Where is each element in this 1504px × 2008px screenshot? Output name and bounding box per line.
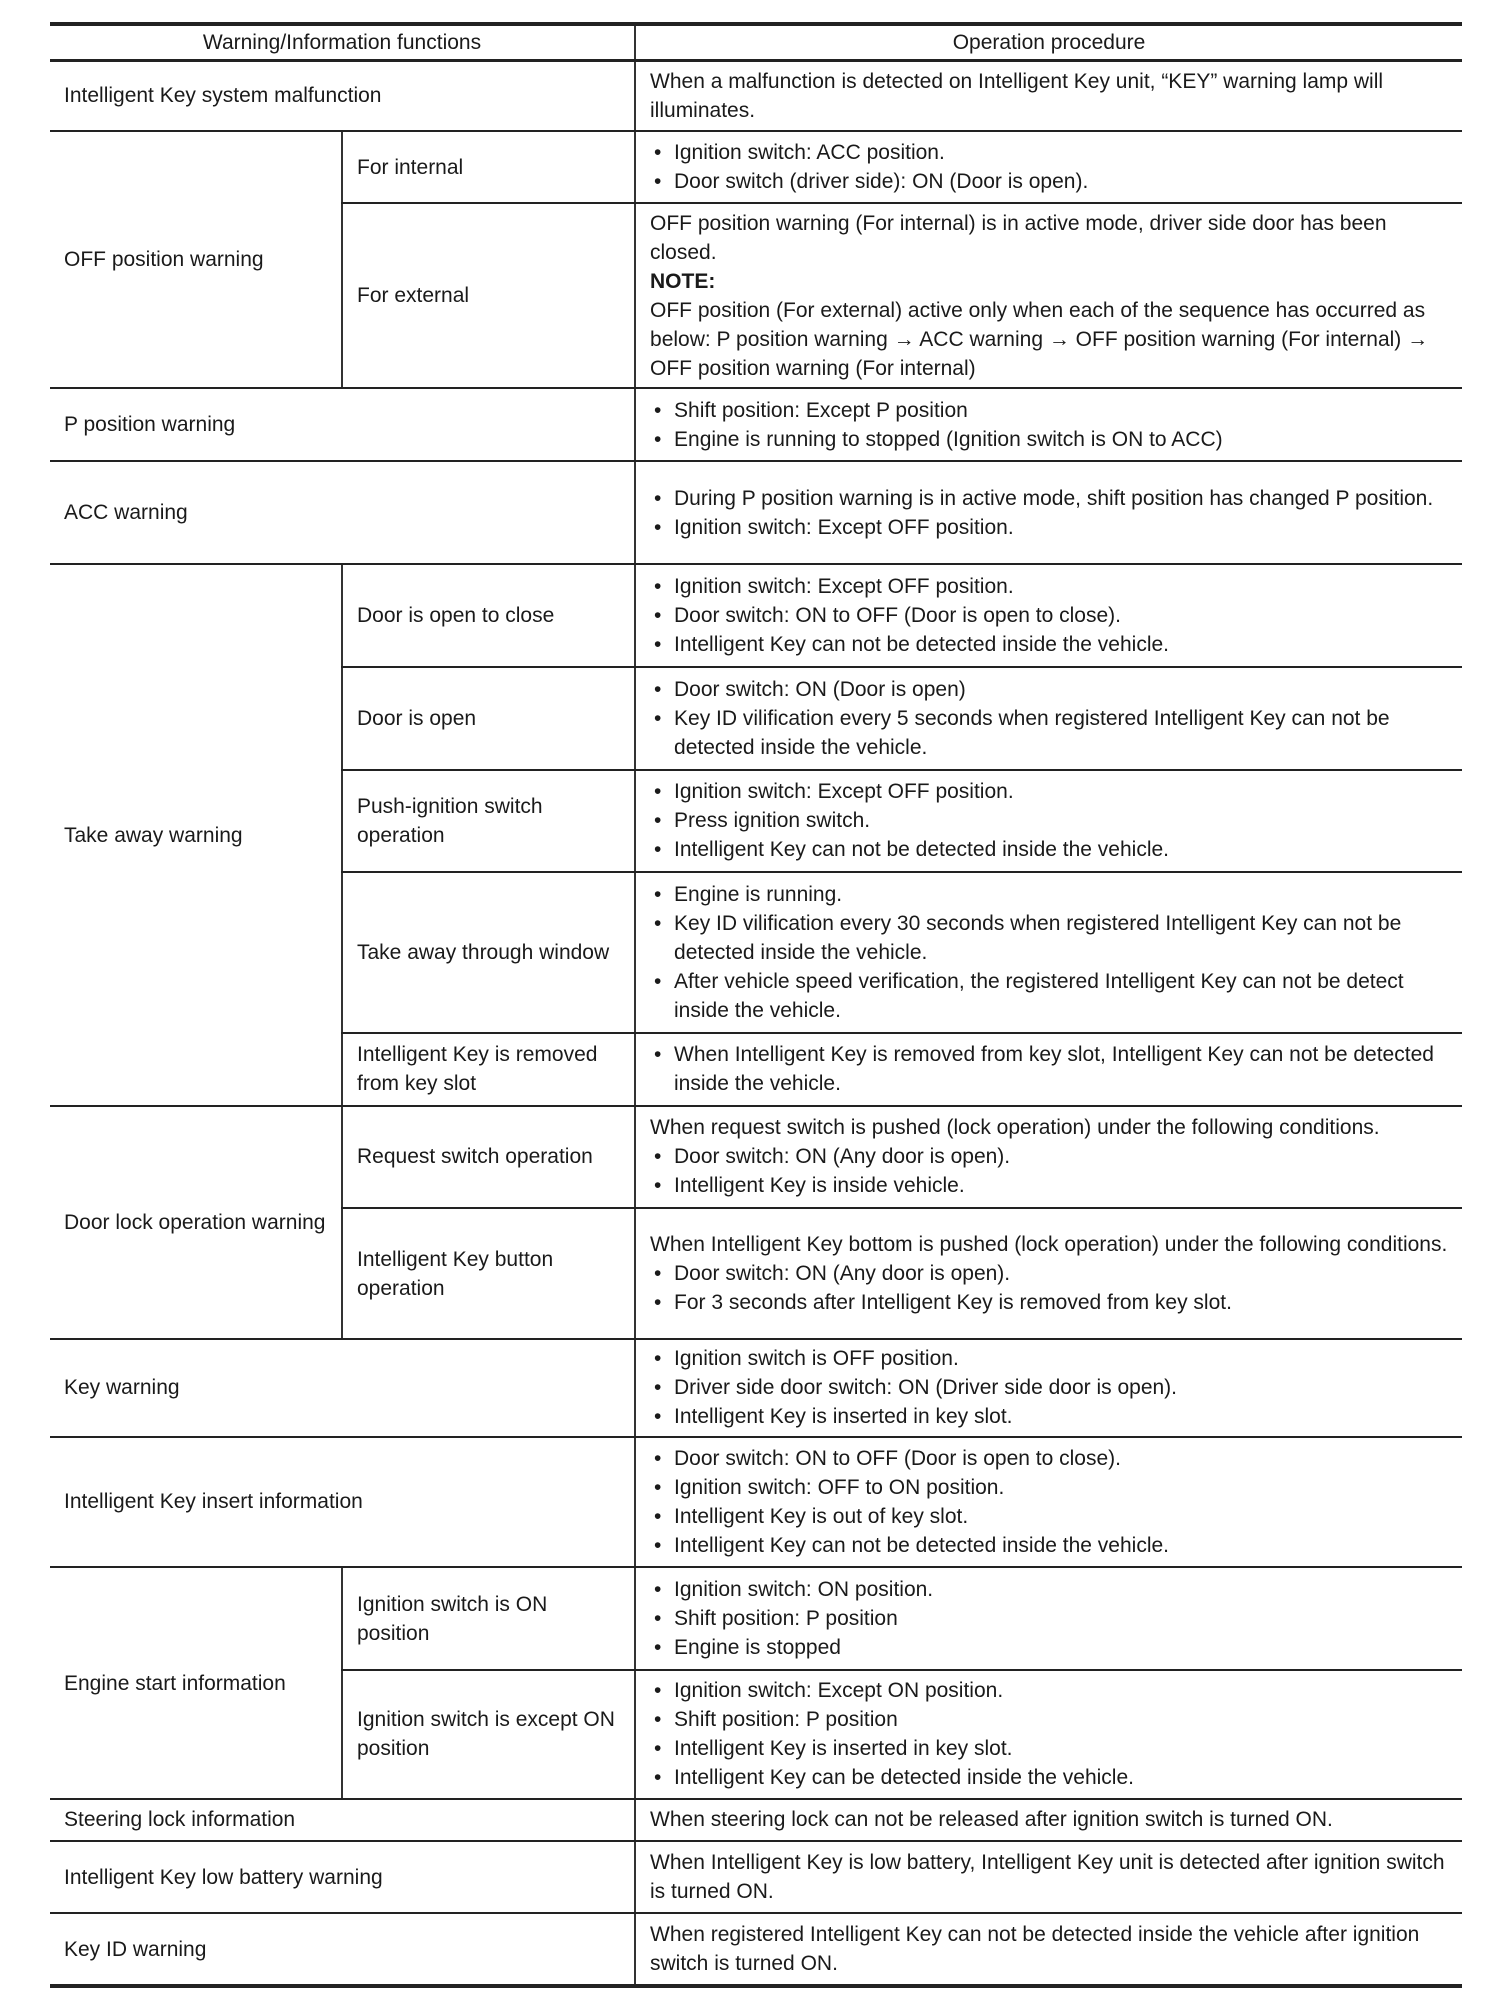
procedure-item: • Driver side door switch: ON (Driver side door is open). xyxy=(650,1373,1448,1402)
procedure-item: • Shift position: P position xyxy=(650,1705,1448,1734)
table-row xyxy=(50,1841,1462,1913)
row-label: Door lock operation warning xyxy=(50,1106,342,1339)
procedure-cell xyxy=(635,564,1462,667)
sub-label: Door is open to close xyxy=(342,564,635,667)
procedure-item: • Door switch: ON (Any door is open). xyxy=(650,1142,1448,1171)
row-label: Intelligent Key system malfunction xyxy=(50,61,635,131)
procedure-item: • For 3 seconds after Intelligent Key is removed from key slot. xyxy=(650,1288,1448,1317)
procedure-list xyxy=(650,1444,1448,1560)
table-row xyxy=(50,1106,1462,1209)
procedure-list xyxy=(650,1259,1448,1317)
row-label: ACC warning xyxy=(50,461,635,565)
procedure-item: • Ignition switch: Except OFF position. xyxy=(650,513,1448,542)
row-label: Key warning xyxy=(50,1339,635,1437)
procedure-text: When Intelligent Key is low battery, Intelligent Key unit is detected after ignition switch is turned ON. xyxy=(650,1851,1445,1904)
procedure-item: • Door switch: ON (Door is open) xyxy=(650,675,1448,704)
sub-label: Door is open xyxy=(342,667,635,770)
sub-label: For internal xyxy=(342,131,635,203)
procedure-cell xyxy=(635,1670,1462,1799)
procedure-list xyxy=(650,1676,1448,1792)
procedure-text: OFF position warning (For internal) is in active mode, driver side door has been closed. xyxy=(650,211,1387,264)
procedure-item: • Intelligent Key can not be detected inside the vehicle. xyxy=(650,1531,1448,1560)
table-row xyxy=(50,1567,1462,1670)
procedure-cell xyxy=(635,203,1462,388)
procedure-item: • Press ignition switch. xyxy=(650,806,1448,835)
table-row xyxy=(50,1437,1462,1568)
row-label: P position warning xyxy=(50,388,635,460)
procedure-item: • Key ID vilification every 5 seconds when registered Intelligent Key can not be detected inside the vehicle. xyxy=(650,704,1448,762)
table-row xyxy=(50,461,1462,565)
sub-label: For external xyxy=(342,203,635,388)
row-label: Steering lock information xyxy=(50,1799,635,1841)
sub-label: Ignition switch is ON position xyxy=(342,1567,635,1670)
header-functions: Warning/Information functions xyxy=(50,24,635,61)
sub-label: Push-ignition switch operation xyxy=(342,770,635,873)
procedure-item: • Engine is running to stopped (Ignition switch is ON to ACC) xyxy=(650,425,1448,454)
procedure-intro: When request switch is pushed (lock operation) under the following conditions. xyxy=(650,1116,1380,1140)
procedure-list xyxy=(650,572,1448,659)
procedure-item: • Door switch: ON to OFF (Door is open to close). xyxy=(650,1444,1448,1473)
procedure-item: • Door switch: ON to OFF (Door is open to close). xyxy=(650,601,1448,630)
row-label: Engine start information xyxy=(50,1567,342,1798)
header-procedure: Operation procedure xyxy=(635,24,1462,61)
procedure-cell xyxy=(635,1033,1462,1105)
procedure-item: • During P position warning is in active mode, shift position has changed P position. xyxy=(650,484,1448,513)
procedure-item: • Intelligent Key can not be detected inside the vehicle. xyxy=(650,835,1448,864)
procedure-cell xyxy=(635,1799,1462,1841)
procedure-cell xyxy=(635,1841,1462,1913)
procedure-item: • Intelligent Key is inserted in key slot. xyxy=(650,1402,1448,1431)
procedure-cell xyxy=(635,388,1462,460)
procedure-list xyxy=(650,396,1448,454)
sub-label: Take away through window xyxy=(342,872,635,1033)
procedure-item: • Intelligent Key is inserted in key slot. xyxy=(650,1734,1448,1763)
procedure-text: When registered Intelligent Key can not be detected inside the vehicle after ignition switch is turned ON. xyxy=(650,1923,1420,1976)
procedure-list xyxy=(650,484,1448,542)
procedure-item: • Engine is running. xyxy=(650,880,1448,909)
note-text: OFF position (For external) active only when each of the sequence has occurred as below: P position warning → ACC warning → OFF position warning (For internal) → OFF position warning (For internal) xyxy=(650,298,1429,380)
procedure-cell xyxy=(635,872,1462,1033)
sub-label: Request switch operation xyxy=(342,1106,635,1209)
procedure-item: • Ignition switch: OFF to ON position. xyxy=(650,1473,1448,1502)
procedure-cell xyxy=(635,1208,1462,1339)
procedure-list xyxy=(650,675,1448,762)
table-row xyxy=(50,1339,1462,1437)
procedure-item: • Ignition switch: ON position. xyxy=(650,1575,1448,1604)
table-row xyxy=(50,1913,1462,1986)
procedure-list xyxy=(650,138,1448,196)
procedure-item: • Intelligent Key is inside vehicle. xyxy=(650,1171,1448,1200)
procedure-list xyxy=(650,1142,1448,1200)
procedure-item: • Shift position: Except P position xyxy=(650,396,1448,425)
procedure-intro: When Intelligent Key bottom is pushed (lock operation) under the following conditions. xyxy=(650,1233,1448,1257)
table-row xyxy=(50,388,1462,460)
table-row xyxy=(50,131,1462,203)
sub-label: Intelligent Key is removed from key slot xyxy=(342,1033,635,1105)
procedure-item: • Ignition switch: Except OFF position. xyxy=(650,777,1448,806)
procedure-list xyxy=(650,1575,1448,1662)
procedure-cell xyxy=(635,131,1462,203)
procedure-cell xyxy=(635,1106,1462,1209)
procedure-item: • Ignition switch: ACC position. xyxy=(650,138,1448,167)
row-label: Key ID warning xyxy=(50,1913,635,1986)
procedure-text: When a malfunction is detected on Intelligent Key unit, “KEY” warning lamp will illuminates. xyxy=(650,69,1384,122)
procedure-item: • Key ID vilification every 30 seconds when registered Intelligent Key can not be detected inside the vehicle. xyxy=(650,909,1448,967)
procedure-item: • Intelligent Key can not be detected inside the vehicle. xyxy=(650,630,1448,659)
procedure-item: • Ignition switch: Except OFF position. xyxy=(650,572,1448,601)
procedure-cell xyxy=(635,1339,1462,1437)
row-label: Intelligent Key insert information xyxy=(50,1437,635,1568)
procedure-item: • Engine is stopped xyxy=(650,1633,1448,1662)
procedure-item: • Intelligent Key is out of key slot. xyxy=(650,1502,1448,1531)
procedure-item: • Ignition switch is OFF position. xyxy=(650,1344,1448,1373)
row-label: Intelligent Key low battery warning xyxy=(50,1841,635,1913)
procedure-text: When steering lock can not be released after ignition switch is turned ON. xyxy=(650,1808,1333,1832)
procedure-item: • Door switch (driver side): ON (Door is open). xyxy=(650,167,1448,196)
table-header-row xyxy=(50,24,1462,61)
procedure-item: • After vehicle speed verification, the registered Intelligent Key can not be detect inside the vehicle. xyxy=(650,967,1448,1025)
note-label: NOTE: xyxy=(650,269,716,293)
procedure-cell xyxy=(635,1437,1462,1568)
procedure-cell xyxy=(635,61,1462,131)
procedure-item: • Door switch: ON (Any door is open). xyxy=(650,1259,1448,1288)
row-label: Take away warning xyxy=(50,564,342,1105)
warning-functions-table xyxy=(50,22,1462,1988)
procedure-item: • Ignition switch: Except ON position. xyxy=(650,1676,1448,1705)
procedure-item: • Shift position: P position xyxy=(650,1604,1448,1633)
table-row xyxy=(50,61,1462,131)
procedure-cell xyxy=(635,770,1462,873)
procedure-list xyxy=(650,777,1448,864)
sub-label: Ignition switch is except ON position xyxy=(342,1670,635,1799)
procedure-cell xyxy=(635,1567,1462,1670)
procedure-cell xyxy=(635,1913,1462,1986)
procedure-list xyxy=(650,880,1448,1025)
sub-label: Intelligent Key button operation xyxy=(342,1208,635,1339)
table-row xyxy=(50,1799,1462,1841)
procedure-cell xyxy=(635,461,1462,565)
procedure-cell xyxy=(635,667,1462,770)
procedure-item: • When Intelligent Key is removed from key slot, Intelligent Key can not be detected inside the vehicle. xyxy=(650,1040,1448,1098)
procedure-item: • Intelligent Key can be detected inside the vehicle. xyxy=(650,1763,1448,1792)
table-row xyxy=(50,564,1462,667)
procedure-list xyxy=(650,1040,1448,1098)
procedure-list xyxy=(650,1344,1448,1431)
row-label: OFF position warning xyxy=(50,131,342,389)
